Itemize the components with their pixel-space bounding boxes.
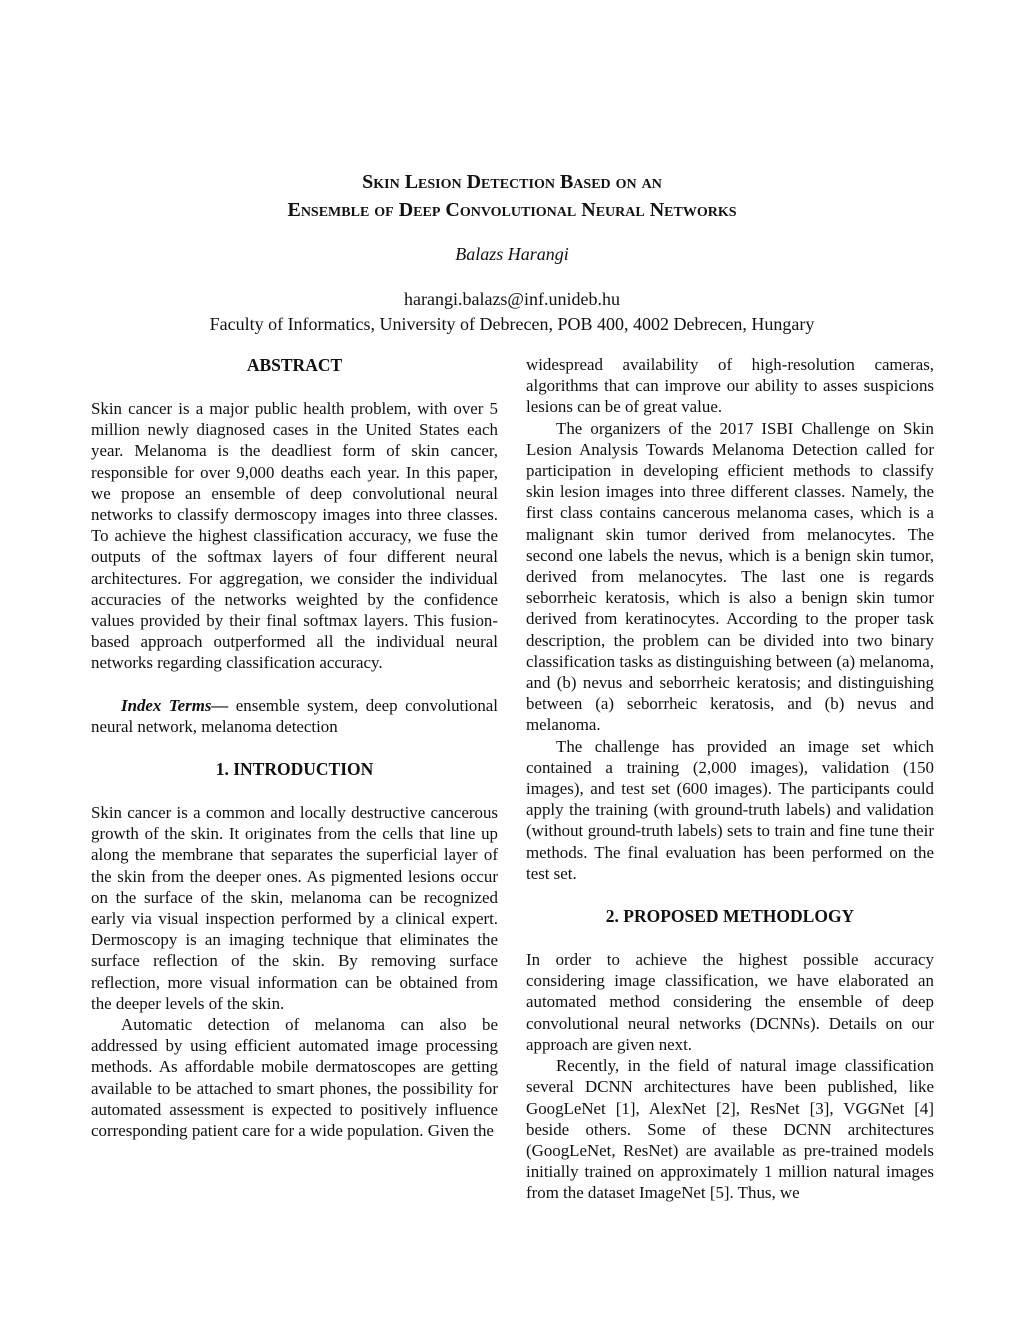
introduction-heading: 1. INTRODUCTION	[215, 759, 374, 780]
intro-paragraph-2-continued: widespread availability of high-resolution cameras, algorithms that can improve our ability to asses suspicions lesions can be of great value.	[526, 355, 934, 417]
intro-paragraph-3: The organizers of the 2017 ISBI Challenge on Skin Lesion Analysis Towards Melanoma Detection called for participation in developing efficient methods to classify skin lesion images into three different classes. Namely, the first class contains cancerous melanoma cases, which is a malignant skin tumor derived from melanocytes. The second one labels the nevus, which is a benign skin tumor, derived from melanocytes. The last one is regards seborrheic keratosis, which is also a benign skin tumor derived from keratinocytes. According to the proper task description, the problem can be divided into two binary classification tasks as distinguishing between (a) melanoma, and (b) nevus and seborrheic keratosis; and distinguishing between (a) seborrheic keratosis, and (b) nevus and melanoma.	[526, 418, 934, 735]
abstract-text: Skin cancer is a major public health problem, with over 5 million newly diagnosed cases in the United States each year. Melanoma is the deadliest form of skin cancer, responsible for over 9,000 deaths each year. In this paper, we propose an ensemble of deep convolutional neural networks to classify dermoscopy images into three classes. To achieve the highest classification accuracy, we fuse the outputs of the softmax layers of four different neural architectures. For aggregation, we consider the individual accuracies of the networks weighted by the confidence values provided by their final softmax layers. This fusion-based approach outperformed all the individual neural networks regarding classification accuracy.	[91, 399, 498, 673]
index-terms-text: ensemble system, deep convolutional neural network, melanoma detection	[91, 695, 498, 736]
title-line-2: Ensemble of Deep Convolutional Neural Networks	[287, 199, 737, 221]
author-affiliation: Faculty of Informatics, University of Debrecen, POB 400, 4002 Debrecen, Hungary	[209, 314, 815, 334]
right-column	[526, 354, 934, 1204]
author-email: harangi.balazs@inf.unideb.hu	[403, 289, 620, 309]
left-column	[91, 354, 498, 1141]
methodology-paragraph-1: In order to achieve the highest possible accuracy considering image classification, we have elaborated an automated method considering the ensemble of deep convolutional neural networks (DCNNs). Details on our approach are given next.	[526, 950, 934, 1054]
methodology-paragraph-2: Recently, in the field of natural image classification several DCNN architectures have been published, like GoogLeNet [1], AlexNet [2], ResNet [3], VGGNet [4] beside others. Some of these DCNN architectures (GoogLeNet, ResNet) are available as pre-trained models initially trained on approximately 1 million natural images from the dataset ImageNet [5]. Thus, we	[526, 1056, 934, 1203]
author-name: Balazs Harangi	[455, 244, 569, 264]
index-terms	[91, 695, 498, 737]
title-line-1: Skin Lesion Detection Based on an	[362, 171, 662, 193]
intro-paragraph-4: The challenge has provided an image set which contained a training (2,000 images), validation (150 images), and test set (600 images). The participants could apply the training (with ground-truth labels) and validation (without ground-truth labels) sets to train and fine tune their methods. The final evaluation has been performed on the test set.	[526, 736, 934, 883]
methodology-heading: 2. PROPOSED METHODLOGY	[605, 906, 855, 927]
abstract-heading: ABSTRACT	[246, 355, 343, 375]
intro-paragraph-1: Skin cancer is a common and locally destructive cancerous growth of the skin. It originates from the cells that line up along the membrane that separates the superficial layer of the skin from the deeper ones. As pigmented lesions occur on the surface of the skin, melanoma can be recognized early via visual inspection performed by a clinical expert. Dermoscopy is an imaging technique that eliminates the surface reflection of the skin. By removing surface reflection, more visual information can be obtained from the deeper levels of the skin.	[91, 803, 498, 1013]
intro-paragraph-2: Automatic detection of melanoma can also be addressed by using efficient automated image processing methods. As affordable mobile dermatoscopes are getting available to be attached to smart phones, the possibility for automated assessment is expected to positively influence corresponding patient care for a wide population. Given the	[91, 1015, 498, 1141]
paper-title	[0, 168, 1024, 224]
index-terms-label: Index Terms—	[121, 695, 229, 715]
